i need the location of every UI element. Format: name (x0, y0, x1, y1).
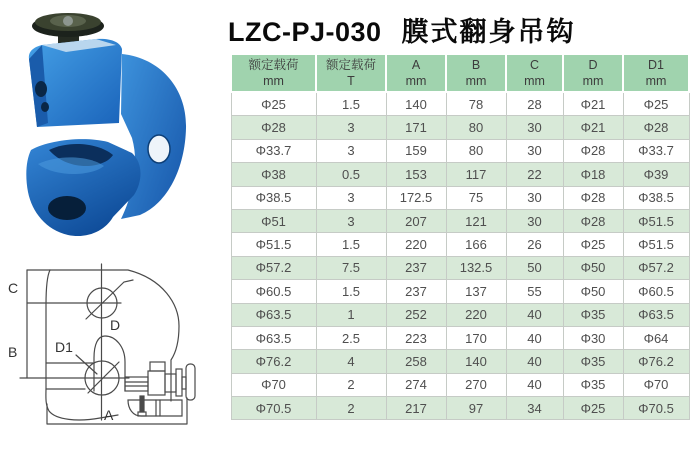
table-cell: 153 (386, 163, 446, 186)
dimension-label-a: A (104, 407, 114, 423)
jaw-hole (48, 196, 86, 220)
table-cell: 55 (506, 280, 563, 303)
table-cell: 1.5 (316, 280, 386, 303)
table-cell: Φ70.5 (623, 397, 689, 420)
table-cell: Φ30 (563, 326, 623, 349)
table-row (231, 350, 689, 373)
table-cell: 140 (446, 350, 506, 373)
table-cell: Φ28 (563, 186, 623, 209)
table-cell: Φ76.2 (231, 350, 316, 373)
clamp-jaw (26, 139, 140, 236)
table-cell: Φ60.5 (623, 280, 689, 303)
table-cell: Φ33.7 (623, 139, 689, 162)
clamp-head (29, 39, 122, 127)
table-cell: 2 (316, 397, 386, 420)
table-cell: Φ35 (563, 373, 623, 396)
table-cell: 220 (386, 233, 446, 256)
table-row (231, 163, 689, 186)
table-cell: 0.5 (316, 163, 386, 186)
table-cell: 270 (446, 373, 506, 396)
table-cell: 80 (446, 116, 506, 139)
table-cell: Φ51 (231, 209, 316, 232)
table-cell: 78 (446, 92, 506, 116)
table-cell: Φ70 (623, 373, 689, 396)
table-cell: Φ25 (231, 92, 316, 116)
table-row (231, 116, 689, 139)
column-header: C mm (506, 54, 563, 92)
table-row (231, 186, 689, 209)
product-photo (8, 2, 220, 251)
table-cell: Φ35 (563, 303, 623, 326)
table-cell: 237 (386, 256, 446, 279)
table-cell: Φ38.5 (231, 186, 316, 209)
table-cell: Φ28 (623, 116, 689, 139)
table-cell: Φ63.5 (231, 303, 316, 326)
table-cell: Φ64 (623, 326, 689, 349)
table-cell: 140 (386, 92, 446, 116)
table-cell: 172.5 (386, 186, 446, 209)
table-row (231, 280, 689, 303)
table-cell: 132.5 (446, 256, 506, 279)
table-cell: 121 (446, 209, 506, 232)
table-cell: 30 (506, 116, 563, 139)
table-row (231, 373, 689, 396)
product-name: 膜式翻身吊钩 (401, 17, 576, 47)
column-header: 额定载荷 mm (231, 54, 316, 92)
table-cell: 137 (446, 280, 506, 303)
table-cell: Φ25 (563, 397, 623, 420)
table-cell: Φ51.5 (231, 233, 316, 256)
table-row (231, 256, 689, 279)
table-cell: 40 (506, 303, 563, 326)
table-cell: 75 (446, 186, 506, 209)
hook-photo-illustration (8, 2, 220, 246)
column-header: A mm (386, 54, 446, 92)
table-cell: 1.5 (316, 233, 386, 256)
column-header: D1 mm (623, 54, 689, 92)
spec-table-header-row (231, 54, 689, 92)
table-cell: 2 (316, 373, 386, 396)
table-cell: Φ63.5 (231, 326, 316, 349)
table-cell: 40 (506, 373, 563, 396)
table-cell: 3 (316, 139, 386, 162)
table-cell: Φ28 (231, 116, 316, 139)
dimension-label-c: C (8, 280, 19, 296)
table-cell: 2.5 (316, 326, 386, 349)
table-cell: Φ21 (563, 116, 623, 139)
table-cell: Φ57.2 (231, 256, 316, 279)
table-cell: 170 (446, 326, 506, 349)
table-cell: 223 (386, 326, 446, 349)
table-row (231, 233, 689, 256)
table-cell: 30 (506, 186, 563, 209)
table-cell: Φ51.5 (623, 209, 689, 232)
table-row (231, 326, 689, 349)
product-model: LZC-PJ-030 (228, 17, 382, 47)
plate-hole (148, 135, 170, 163)
table-cell: Φ25 (563, 233, 623, 256)
spec-table (230, 53, 690, 420)
table-row (231, 92, 689, 116)
table-cell: 30 (506, 139, 563, 162)
table-cell: Φ38 (231, 163, 316, 186)
table-cell: Φ38.5 (623, 186, 689, 209)
table-cell: 258 (386, 350, 446, 373)
table-cell: 1 (316, 303, 386, 326)
table-cell: Φ70.5 (231, 397, 316, 420)
table-cell: 274 (386, 373, 446, 396)
table-cell: 171 (386, 116, 446, 139)
table-cell: 3 (316, 209, 386, 232)
table-cell: Φ28 (563, 209, 623, 232)
dimension-drawing (0, 248, 210, 448)
table-cell: 50 (506, 256, 563, 279)
table-cell: 28 (506, 92, 563, 116)
table-cell: 22 (506, 163, 563, 186)
table-cell: Φ33.7 (231, 139, 316, 162)
table-cell: 40 (506, 350, 563, 373)
column-header: D mm (563, 54, 623, 92)
table-cell: 220 (446, 303, 506, 326)
table-cell: Φ18 (563, 163, 623, 186)
table-cell: 1.5 (316, 92, 386, 116)
table-cell: 97 (446, 397, 506, 420)
dimension-label-b: B (8, 344, 18, 360)
table-cell: 80 (446, 139, 506, 162)
table-cell: Φ35 (563, 350, 623, 373)
table-cell: Φ39 (623, 163, 689, 186)
table-cell: 30 (506, 209, 563, 232)
dimension-label-d1: D1 (55, 339, 73, 355)
table-cell: Φ28 (563, 139, 623, 162)
table-row (231, 303, 689, 326)
table-row (231, 139, 689, 162)
table-cell: Φ21 (563, 92, 623, 116)
dimension-label-d: D (110, 317, 121, 333)
table-cell: 252 (386, 303, 446, 326)
table-row (231, 209, 689, 232)
dimension-diagram (0, 248, 210, 453)
table-cell: 159 (386, 139, 446, 162)
table-cell: 166 (446, 233, 506, 256)
table-cell: 26 (506, 233, 563, 256)
table-cell: Φ50 (563, 280, 623, 303)
table-cell: Φ57.2 (623, 256, 689, 279)
table-cell: 3 (316, 116, 386, 139)
table-cell: Φ50 (563, 256, 623, 279)
table-cell: Φ25 (623, 92, 689, 116)
table-cell: Φ76.2 (623, 350, 689, 373)
table-cell: 117 (446, 163, 506, 186)
table-cell: 40 (506, 326, 563, 349)
table-cell: 207 (386, 209, 446, 232)
table-cell: Φ63.5 (623, 303, 689, 326)
table-cell: 4 (316, 350, 386, 373)
table-cell: Φ70 (231, 373, 316, 396)
table-cell: Φ60.5 (231, 280, 316, 303)
table-cell: 237 (386, 280, 446, 303)
table-cell: 34 (506, 397, 563, 420)
column-header: 额定载荷 T (316, 54, 386, 92)
page-title (228, 10, 576, 49)
column-header: B mm (446, 54, 506, 92)
table-cell: 7.5 (316, 256, 386, 279)
spec-table-body (231, 92, 689, 420)
table-cell: 217 (386, 397, 446, 420)
table-cell: Φ51.5 (623, 233, 689, 256)
table-cell: 3 (316, 186, 386, 209)
table-row (231, 397, 689, 420)
